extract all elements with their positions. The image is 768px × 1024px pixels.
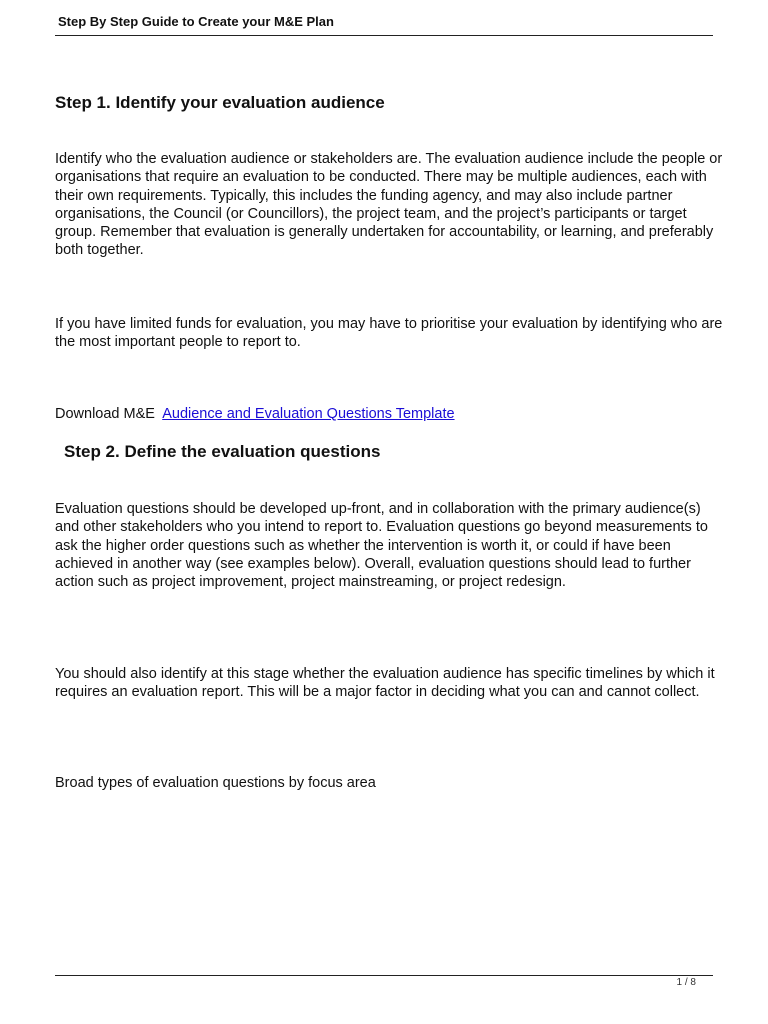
download-line [55,405,723,423]
download-prefix: Download M&E [55,406,155,422]
step1-paragraph-audience: Identify who the evaluation audience or stakeholders are. The evaluation audience include the people or organisations that require an evaluation to be conducted. There may be multiple audiences, each with their own requirements. Typically, this includes the funding agency, and may also include partner organisations, the Council (or Councillors), the project team, and the project’s participants or target group. Remember that evaluation is generally undertaken for accountability, or learning, and preferably both together. [55,151,723,259]
header-divider [55,35,713,36]
document-header-title: Step By Step Guide to Create your M&E Plan [58,14,334,29]
step2-paragraph-questions: Evaluation questions should be developed up-front, and in collaboration with the primary audience(s) and other stakeholders who you intend to report to. Evaluation questions go beyond measurements to ask the higher order questions such as whether the intervention is worth it, or could if have been achieved in another way (see examples below). Overall, evaluation questions should lead to further action such as project improvement, project mainstreaming, or project redesign. [55,501,708,591]
audience-template-link[interactable]: Audience and Evaluation Questions Template [162,406,455,422]
footer-divider [55,975,713,976]
step1-heading: Step 1. Identify your evaluation audience [55,93,385,112]
page-number: 1 / 8 [676,977,696,988]
step2-heading: Step 2. Define the evaluation questions [64,442,381,461]
step2-paragraph-timelines: You should also identify at this stage whether the evaluation audience has specific timelines by which it requires an evaluation report. This will be a major factor in deciding what you can and cannot collect. [55,666,715,701]
step2-paragraph-focus-area: Broad types of evaluation questions by focus area [55,775,376,791]
step1-paragraph-limited-funds: If you have limited funds for evaluation, you may have to prioritise your evaluation by identifying who are the most important people to report to. [55,316,723,351]
